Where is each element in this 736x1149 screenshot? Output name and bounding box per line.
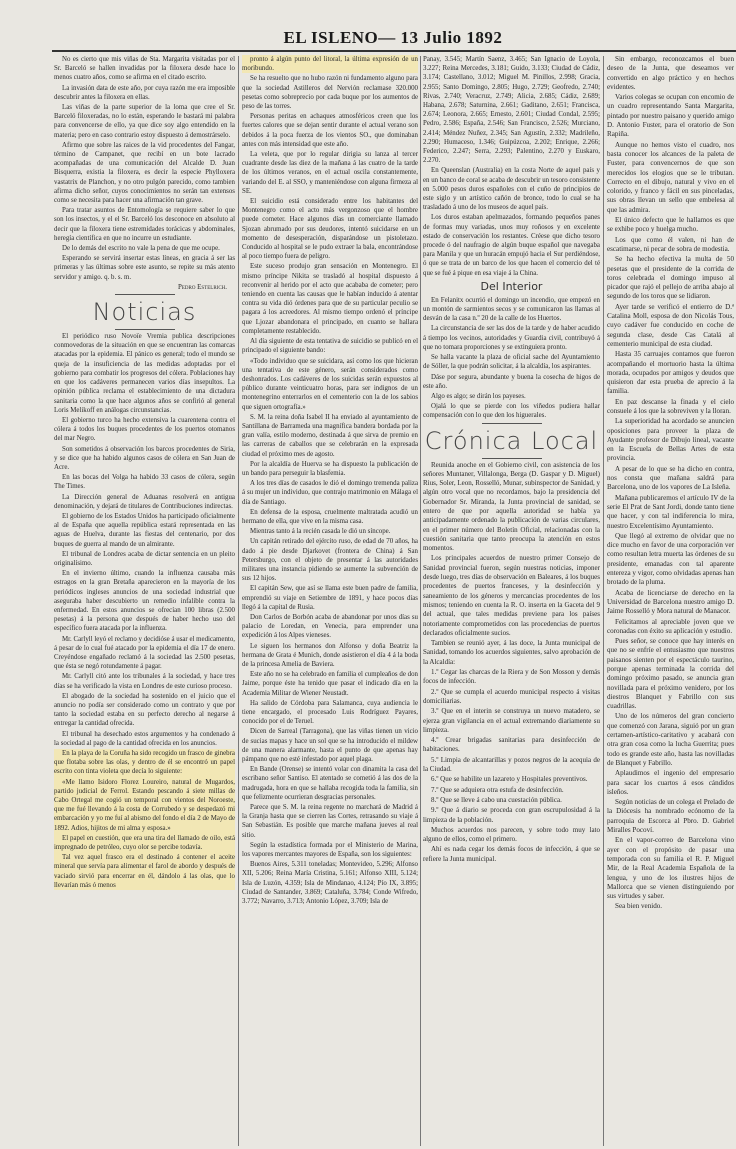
paragraph: Parece que S. M. la reina regente no marchará de Madrid á la Granja hasta que se cierren las Cortes, retrasando su viaje á San Sebastián. Es posible que marche mañana jueves al real sitio. bbox=[242, 804, 418, 839]
paragraph: Este año no se ha celebrado en familia el cumpleaños de don Jaime, porque éste ha tenido que pasar el indicado día en la Academia Militar de Wiener Neustadt. bbox=[242, 671, 418, 697]
paragraph: Mr. Carlyll leyó el reclamo y decidióse á usar el medicamento, á pesar de lo cual fué atacado por la epidemia el día 17 de enero. Creyéndose engañado reclamó á la sociedad las 2.500 pesetas, que ésta se negó rotundamente á pagar. bbox=[54, 635, 235, 671]
news-list bbox=[607, 55, 734, 912]
paragraph: Mientras tanto á la recién casada le dió un síncope. bbox=[250, 528, 391, 536]
masthead: EL ISLENO— 13 Julio 1892 bbox=[283, 28, 503, 47]
paragraph: Los que como él valen, ni han de escatimarse, ni pecar de sobra de modestia. bbox=[607, 235, 734, 253]
paragraph: Para tratar asuntos de Entomología se requiere saber lo que son los insectos, y el el Sr. Barceló los desconoce en absoluto al decir que la filoxera tiene estremidades torácicas y abdominales, heregía científica en que no incurre un estudiante. bbox=[54, 207, 235, 242]
signature: Pedro Estelrich. bbox=[178, 283, 227, 291]
paragraph: En paz descanse la finada y el cielo consuele á los que la sobreviven y la lloran. bbox=[607, 397, 734, 415]
paragraph: Se halla vacante la plaza de oficial sache del Ayuntamiento de Sóller, la que podrán solicitar, á la alcaldía, los aspirantes. bbox=[423, 354, 600, 371]
section-title-noticias: Noticias bbox=[92, 298, 197, 327]
paragraph: Pues señor, se conoce que hay interés en que no se enfríe el entusiasmo que nuestros paisanos sienten por el espectáculo taurino, porque apenas terminada la corrida del domingo próximo pasado, se anuncia gran novillada para el próximo venidero, por los diestros Blanquet y Fabrillo con sus cuadrillas. bbox=[607, 637, 734, 711]
news-list bbox=[242, 74, 418, 906]
masthead-rule bbox=[52, 50, 736, 52]
paragraph: Dáse por segura, abundante y buena la cosecha de higos de este año. bbox=[423, 373, 600, 390]
paragraph: 4.º Crear brigadas sanitarias para desinfección de habitaciones. bbox=[423, 736, 600, 754]
paragraph: Ayer tarde se verificó el entierro de D.ª Catalina Moll, esposa de don Nicolás Tous, cuyo cadáver fue conducido en coche de segunda clase, desde Cas Catalá al cementerio municipal de esta ciudad. bbox=[607, 302, 734, 348]
ship-list: Panay, 3.545; Martín Saenz, 3.465; San Ignacio de Loyola, 3.227; Reina Mercedes, 3.181; Guido, 3.133; Ciudad de Cádiz, 3.174; Castellano, 3.012; Miguel M. Pinillos, 2.998; Gracia, 2.955; Santo Domingo, 2.805; Hugo, 2.729; Geofredo, 2.740; Rivas, 2.740; Veracruz, 2.749; Alicia, 2.685; Cádiz, 2.689; Habana, 2.678; Saturnina, 2.661; Gaditano, 2.651; Francisca, 2.674; Leonora, 2.665; Ernesto, 2.601; Ciudad Condal, 2.595; Pedro, 2.586; España, 2.546; San Francisco, 2.526; Murciano, 2.414; Méndez Nuñez, 2.345; San Agustín, 2.332; Madrileño, 2.290; Humaceso, 1.346; Guipúzcoa, 2.202; Enrique, 2.266; Federico, 2.247; Serra, 2.293; Palentino, 2.270 y Euskaro, 2.270. bbox=[423, 56, 600, 165]
paragraph: Sea bien venido. bbox=[615, 902, 663, 911]
paragraph: Un capitán retirado del ejército ruso, de edad de 70 años, ha dado á pie desde Djarkovet (frontera de China) á San Petersburgo, con el objeto de presentar á las autoridades militares una instancia pidiendo se aumente la subvención de sus 12 hijos. bbox=[242, 538, 418, 583]
paragraph: Los principales acuerdos de nuestro primer Consejo de Sanidad provincial fueron, según nuestras noticias, imponer desde luego, tres días de observación en Baleares, á los buques procedentes de puertos franceses, y la desinfección y saneamiento de los géneros y mercancias procedentes de los mismos; teniendo en cuenta la R. O. inserta en la Gaceta del 9 del actual, que tales medidas previene para los países notoriamente comprometidos con las procedencias de puertos declarados oficialmente sucios. bbox=[423, 554, 600, 637]
news-list bbox=[423, 166, 600, 277]
paragraph: En el invierno último, cuando la influenza causaba más estragos en la gran Bretaña aparecieron en la mayoría de los periódicos ingleses anuncios de una sociedad industrial que aseguraba haber descubierto un remedio infalible contra la enfermedad. En estos anuncios se ofrecían 100 libras (2.500 pesetas) á la persona que después de haber hecho uso del específico fuera atacada por la influenza. bbox=[54, 570, 235, 633]
paragraph: 8.º Que se lleve á cabo una cuestación pública. bbox=[431, 795, 562, 804]
paragraph: Los duros estaban apelmazados, formando pequeños panes de formas muy variadas, unos muy roñosos y en excelente estado de conservación los restantes. Créese que dicho tesoro procede ó del naufragio de algún buque español que navegaba para Manila y que un huracán empujó hacia el Sur perdiéndose, ó que se trata de un barco de los que hacen el comercio del té que se fué á pique en esa viaje á la China. bbox=[423, 214, 600, 277]
paragraph: En Felanitx ocurrió el domingo un incendio, que empezó en un montón de sarmientos secos y se comunicaron las llamas al desván de la casa n.º 20 de la calle de los Huertos. bbox=[423, 296, 600, 323]
paragraph: Por la alcaldía de Huerva se ha dispuesto la publicación de un bando para perseguir la blasfemia. bbox=[242, 460, 418, 477]
paragraph: A los tres días de casados le dió el domingo tremenda paliza á su mujer un individuo, que contrajo matrimonio en Málaga el día de Santiago. bbox=[242, 480, 418, 506]
paragraph: Felicitamos al apreciable joven que ve coronadas con éxito su aplicación y estudio. bbox=[607, 617, 734, 635]
letter bbox=[54, 55, 235, 282]
paragraph: En Queenslan (Australia) en la costa Norte de aquel país y en un banco de coral se acaba de descubrir un tesoro consistente en 5.000 pesos duros españoles con el cuño de principios de este siglo y un artístico cañón de bronce, todo lo cual se ha trasladado á uno de los museos de aquel país. bbox=[423, 167, 600, 212]
paragraph: Don Carlos de Borbón acaba de abandonar por unos días su palacio de Loredan, en Venecia, para emprender una expedición á los Alpes vieneses. bbox=[242, 613, 418, 640]
paragraph: Uno de los números del gran concierto que comenzó con Jarana, siguió por un gran certamen-artístico-caritativo y acabará con otra gran cosa como la lucha Guerrita; pues todo es grande este año, hasta las novilladas de Blanquet y Fabrillo. bbox=[607, 712, 734, 767]
paragraph: La veleta, que por lo regular dirigia su lanza al tercer cuadrante desde las diez de la mañana á las cuatro de la tarde de los últimos veranos, en el actual oscila constantemente, variando del E. al SSO, y manteniéndose con alguna firmeza al SE. bbox=[242, 151, 418, 195]
section-title-cronica-local: Crónica Local bbox=[424, 426, 599, 455]
paragraph: En Bande (Orense) se intentó volar con dinamita la casa del escribano señor Santiso. El atentado se cometió á las dos de la madrugada, hora en que se hallaba recogida toda la familia, sin que felizmente ocurrieran desgracias personales. bbox=[242, 766, 418, 801]
paragraph: Reunida anoche en el Gobierno civil, con asistencia de los señores Muntaner, Villalonga, Berga (D. Gaspar y D. Miguel) Rius, Soler, Leon, Rosselló, Munar, subinspector de Sanidad, y algún otro vocal que no recordamos, bajo la presidencia del Gobernador Sr. Miranda, la Junta provincial de sanidad, se entero de que por aquella autoridad se había ya anticipadamente ordenado la publicación de varias circulares, en el primer número del Boletín Oficial, relacionadas con la cuestión sanitaria que tanto preocupa la atención en estos momentos. bbox=[423, 460, 600, 553]
local-list bbox=[423, 461, 600, 864]
paragraph: El capitán Sew, que así se llama este buen padre de familia, emprendió su viaje en Setiembre de 1891, y hace pocos días llegó á la capital de Rusia. bbox=[242, 585, 418, 611]
paragraph: Tambien se reunió ayer, á las doce, la Junta municipal de Sanidad, tomando los acuerdos siguientes, salvo aprobación de la Alcaldía: bbox=[423, 639, 600, 666]
paragraph: 9.º Que á diario se proceda con gran escrupulosidad á la limpieza de la población. bbox=[423, 806, 600, 824]
ornament-divider bbox=[482, 458, 542, 459]
paragraph: La superioridad ha acordado se anuncien oposiciones para proveer la plaza de Ayudante profesor de Dibujo lineal, vacante en la Escuela de Bellas Artes de esta provincia. bbox=[607, 417, 734, 463]
paragraph: Ha salido de Córdoba para Salamanca, cuya audiencia le tiene encargado, el procesado Luis Rodríguez Payares, conocido por el de Teruel. bbox=[242, 699, 418, 726]
news-list bbox=[54, 332, 235, 748]
paragraph: 3.º Que en el interin se construya un nuevo matadero, se ejerza gran vigilancia en el actual extremando diariamente su limpieza. bbox=[423, 707, 600, 734]
column-1 bbox=[54, 55, 235, 891]
paragraph: 7.º Que se adquiera otra estufa de desinfección. bbox=[431, 785, 564, 794]
paragraph: Mr. Carlyll citó ante los tribunales á la sociedad, y hace tres días se ha verificado la vista en Londres de este curioso proceso. bbox=[54, 673, 235, 690]
paragraph: Según la estadística formada por el Ministerio de Marina, los vapores mercantes mayores de España, son los siguientes: bbox=[242, 841, 418, 859]
paragraph: En el vapor-correo de Barcelona vino ayer con el propósito de pasar una temporada con su familia el R. P. Miguel Mir, de la Real Academia Española de la lengua, y uno de los ilustres hijos de Mallorca que se vienen distinguiendo por sus virtudes y saber. bbox=[607, 836, 734, 901]
paragraph: Se ha resuelto que no hubo razón ni fundamento alguno para que la sociedad Astilleros del Nervión reclamase 320.000 pesetas como sobreprecio por cada buque por los aumentos de peso de las torres. bbox=[242, 75, 418, 111]
paragraph: Personas peritas en achaques atmosféricos creen que los fuertes calores que se dejan sentir durante el actual verano son debidos á la poca fuerza de los vientos SO., que dominaban antes con más intensidad que este año. bbox=[242, 113, 418, 148]
paragraph: Acaba de licenciarse de derecho en la Universidad de Barcelona nuestro amigo D. Jaime Rosselló y Mora natural de Manacor. bbox=[607, 588, 734, 616]
paragraph: Este suceso produjo gran sensación en Montenegro. El mismo príncipe Nikita se trasladó al hospital dispuesto á reconvenir al herido por el acto que acababa de cometer; pero teniendo en cuenta las causas que le habían inducido á atentar contra su vida dió órdenes para que de su particular peculio se pagara á los acreedores. Al mismo tiempo ordenó el príncipe que Ljozar abandonara el principado, en cuanto se hallara completamente restablecido. bbox=[242, 263, 418, 335]
paragraph: El papel en cuestión, que era una tira del llamado de oilo, está impregnado de petróleo, cuyo olor se percibe todavía. bbox=[54, 834, 235, 852]
paragraph: Dicen de Sarreal (Tarragona), que las viñas tienen un vicio de sucias mapas y hace un sol que se ha introducido el mildew de una manera alarmante, hasta el punto de que apenas hay pámpano que no esté infestado por aquel plaga. bbox=[242, 728, 418, 764]
paragraph: 1.º Cegar las charcas de la Riera y de Son Mosson y demás focos de infección. bbox=[423, 668, 600, 686]
paragraph: El gobierno turco ha hecho extensiva la cuarentena contra el cólera á todos los buques procedentes de los puertos otomanos del mar Negro. bbox=[54, 416, 235, 443]
paragraph: Algo es algo; se dirán los payeses. bbox=[431, 392, 526, 400]
paragraph: A pesar de lo que se ha dicho en contra, nos consta que mañana saldrá para Barcelona, uno de los vapores de La Isleña. bbox=[607, 464, 734, 492]
paragraph: El abogado de la sociedad ha sostenido en el juicio que el anuncio no podía ser considerado como un contrato y que por tanto la sociedad estaba en su perfecto derecho al negarse á entregar la cantidad ofrecida. bbox=[54, 692, 235, 728]
column-divider bbox=[420, 56, 421, 1146]
ornament-divider bbox=[482, 423, 542, 424]
interior-list bbox=[423, 296, 600, 421]
paragraph: La invasión data de este año, por cuya razón me era imposible descubrir antes la filoxera en ellas. bbox=[54, 84, 235, 101]
column-2 bbox=[242, 55, 418, 907]
paragraph: «Todo individuo que se suicidara, así como los que hicieran una tentativa de este género, serán considerados como deshonrados. Los cadáveres de los suicidas serán expuestos al público durante veinticuatro horas, para ser indignos de un montenegrino enterrarlos en el cementerio con la de los sabios que siguen ortografía.» bbox=[242, 357, 418, 411]
paragraph: 6.º Que se habilite un lazareto y Hospitales preventivos. bbox=[431, 775, 588, 784]
paragraph: La Dirección general de Aduanas resolverá en antigua denominación, y dejará de titulares de Contribuciones indirectas. bbox=[54, 493, 235, 510]
column-divider bbox=[238, 56, 239, 1146]
paragraph: Las viñas de la parte superior de la loma que cree el Sr. Barceló filoxeradas, no lo están, esperando le bastará mi palabra para convencerse de ello, ya que dice soy algo entendido en la materia; pero en caso contrario estoy dispuesto á demostrárselo. bbox=[54, 104, 235, 139]
paragraph: Afirmo que sobre las raices de la vid procedentes del Fangar, término de Campanet, que recibí en un bote lacrado acompañadas de una comunicación del Alcalde D. Juan Bisquerra, existia la filoxera, es decir la especie Phylloxera vastatrix de Planchon, y no otro pulgón parecido, como tambien afirma dicho señor, cuyos conocimientos no serán tan extensos como se necesita para hacer una afirmación tan grave. bbox=[54, 141, 235, 205]
paragraph: Aplaudimos el ingenio del empresario para sacar los cuartos á esos cándidos isleños. bbox=[607, 769, 734, 796]
column-3 bbox=[423, 55, 600, 865]
paragraph: Se ha hecho efectiva la multa de 50 pesetas que el presidente de la corrida de toros celebrada el domingo impuso al picador que rajó el pellejo de arriba abajo al segundo de los toros que se lidiaron. bbox=[607, 255, 734, 301]
paragraph: Aunque no hemos visto el cuadro, nos basta conocer los alcances de la paleta de Fuster, para convencernos de que son merecidos los elogios que se le tributan. Correcto en el dibujo, natural y vivo en el colorido, y franco y fácil en sus pinceladas, sus obras llevan un sello que embelesa al que las admira. bbox=[607, 140, 734, 214]
paragraph: El tribunal de Londres acaba de dictar sentencia en un pleito originalísimo. bbox=[54, 550, 235, 567]
ornament-divider bbox=[115, 294, 175, 295]
paragraph: Muchos acuerdos nos parecen, y sobre todo muy lato alguno de ellos, como el primero. bbox=[423, 825, 600, 844]
paragraph: Al día siguiente de esta tentativa de suicidio se publicó en el principado el siguiente bando: bbox=[242, 338, 418, 355]
paragraph: El gobierno de los Estados Unidos ha participado oficialmente al de España que aquella república estará representada en las aguas de Huelva, durante las fiestas del centenario, por dos buques de guerra al mando de un almirante. bbox=[54, 512, 235, 548]
column-divider bbox=[603, 56, 604, 1146]
paragraph: Le siguen los hermanos don Alfonso y doña Beatriz la hermana de Grata é Munich, donde asistieron el día 4 á la boda de la princesa Amelia de Baviera. bbox=[242, 642, 418, 668]
paragraph: La circunstancia de ser las dos de la tarde y de haber acudido á tiempo los vecinos, autoridades y Guardia civil, contribuyó á que no tomara proporciones y se extinguiera pronto. bbox=[423, 325, 600, 351]
paragraph: El suicidio está considerado entre los habitantes del Montenegro como el acto más vergonzoso que el hombre puede cometer. Hace algunos días un comerciante llamado Sjozan abrumado por sus deudores, intentó suicidarse en un momento de desesperación, disparándose un pistoletazo. Conducido al hospital se le pudo extraer la bala, encontrándose al poco tiempo fuera de peligro. bbox=[242, 198, 418, 261]
paragraph: Ahí es nada cegar los demás focos de infección, á que se refiere la Junta municipal. bbox=[423, 845, 600, 863]
paragraph: Tal vez aquel frasco era el destinado á contener el aceite mineral que servía para alimentar el farol de abordo y después de vaciado sirvió para encerrar en él, dándolo á las olas, que lo llevarían más ó menos bbox=[54, 854, 235, 889]
paragraph: Mañana publicaremos el artículo IV de la serie El Prat de Sant Jordi, donde tanto tiene que hacer, y con tal indiferencia lo mira, nuestro Excelentísimo Ayuntamiento. bbox=[607, 493, 734, 530]
paragraph: El tribunal ha desechado estos argumentos y ha condenado á la sociedad al pago de la cantidad ofrecida en los anuncios. bbox=[54, 730, 235, 747]
paragraph: No es cierto que mis viñas de Sta. Margarita visitadas por el Sr. Barceló se hallen invadidas por la filoxera desde hace lo menos cuatro años, como se afirma en el citado escrito. bbox=[54, 56, 235, 82]
paragraph: En defensa de la esposa, cruelmente maltratada acudió un hermano de ella, que vive en la misma casa. bbox=[242, 508, 418, 525]
highlighted-text: pronto á algún punto del litoral, la última expresión de un moribundo. bbox=[242, 56, 418, 73]
section-title-interior: Del Interior bbox=[480, 279, 543, 293]
paragraph: Buenos Aires, 5.311 toneladas; Montevideo, 5.296; Alfonso XII, 5.206; Reina María Cristina, 5.161; Alfonso XIII, 5.124; Isla de Luzón, 4.359; Isla de Mindanao, 4.124; Pío IX, 3.895; Ciudad de Santander, 3.869; Cataluña, 3.784; Conde Wifredo, 3.772; Navarro, 3.713; Antonio López, 3.709; Isla de bbox=[242, 861, 418, 906]
paragraph: Esperando se servirá insertar estas líneas, en gracia á ser las primeras y las últimas sobre este asunto, se repite su más atento servidor y amigo. q. b. s. m. bbox=[54, 255, 235, 281]
paragraph: Que llegó al extremo de olvidar que no dice mucho en favor de una corporación ver como resultan letra muerta las órdenes de su presidente, emanadas con tal aparente entereza y vigor, como olvidadas apenas han brotado de la pluma. bbox=[607, 531, 734, 587]
paragraph: El único defecto que le hallamos es que se exhibe poco y huelga mucho. bbox=[607, 216, 734, 234]
ornament-divider bbox=[115, 329, 175, 330]
paragraph: Sin embargo, reconozcamos el buen deseo de la Junta, que deseamos ver convertido en algo práctico y en hechos evidentes. bbox=[607, 55, 734, 91]
paragraph: Son sometidos á observación los barcos procedentes de Siria, y se dice que ha habido algunos casos de cólera en San Juan de Acre. bbox=[54, 445, 235, 471]
paragraph: En la playa de la Coruña ha sido recogido un frasco de ginebra que flotaba sobre las olas, y dentro de él se encontró un papel escrito con tinta violeta que decía lo siguiente: bbox=[54, 750, 235, 776]
paragraph: De lo demás del escrito no vale la pena de que me ocupe. bbox=[62, 245, 220, 253]
highlighted-article bbox=[54, 749, 235, 890]
column-4 bbox=[607, 55, 734, 913]
paragraph: «Me llamo Isidoro Florez Loureiro, natural de Mugardos, partido judicial de Ferrol. Estando pescando á siete millas de Cabo Ortegal me cogió un temporal con vientos del Noroeste, que me fué llevando á la costa de Corrubedo y se despedazó mi embarcación y yo me fuí al abismo del fondo el día 2 de Mayo de 1892. Adios, hijitos de mi alma y esposa.» bbox=[54, 778, 236, 832]
paragraph: En las bocas del Volga ha habido 33 casos de cólera, según The Times. bbox=[54, 474, 235, 491]
paragraph: Según noticias de un colega el Prelado de la Diócesis ha nombrado ecónomo de la parroquia de Escorca al Pbro. D. Gabriel Miralles Pocoví. bbox=[607, 798, 734, 835]
paragraph: 5.º Limpia de alcantarillas y pozos negros de la acequia de la Ciudad. bbox=[423, 755, 600, 774]
paragraph: Hasta 35 carruajes contamos que fueron acompañando el mortuorio hasta la última morada, ocupados por amigos y deudos que quisieron dar esta prueba de aprecio á la familia. bbox=[607, 350, 734, 396]
paragraph: Varios colegas se ocupan con encomio de un cuadro representando Santa Margarita, pintado por nuestro paisano y querido amigo D. Antonio Fuster, para el oratorio de Son Rapiña. bbox=[607, 93, 734, 139]
paragraph: Ojalá lo que se pierde con los viñedos pudiera hallar compensación con lo que den los higuerales. bbox=[423, 403, 600, 420]
paragraph: El periódico ruso Novoïe Vremia publica descripciones conmovedoras de la situación en que se encuentran las comarcas atacadas por la epidemia. El pánico es general; todo el mundo se queja de la insuficiencia de las medidas adoptadas por el gobierno para combatir los progresos del cólera. Poblaciones hay en que los cadáveres permanecen varios días insepultos. La opinión pública reclama el establecimiento de una dictadura sanitaria como la que hace algunos años se confirió al general Loris Melikoff en análogas circunstancias. bbox=[54, 333, 235, 414]
paragraph: S. M. la reina doña Isabel II ha enviado al ayuntamiento de Santillana de Barrameda una magnífica bandera bordada por la gran valía, estilo moderno, destinada á que sirva de premio en las carreras de caballos que se celebrarán en la expresada ciudad el próximo mes de agosto. bbox=[242, 413, 418, 458]
paragraph: 2.º Que se cumpla el acuerdo municipal respecto á visitas domiciliarias. bbox=[423, 687, 600, 705]
